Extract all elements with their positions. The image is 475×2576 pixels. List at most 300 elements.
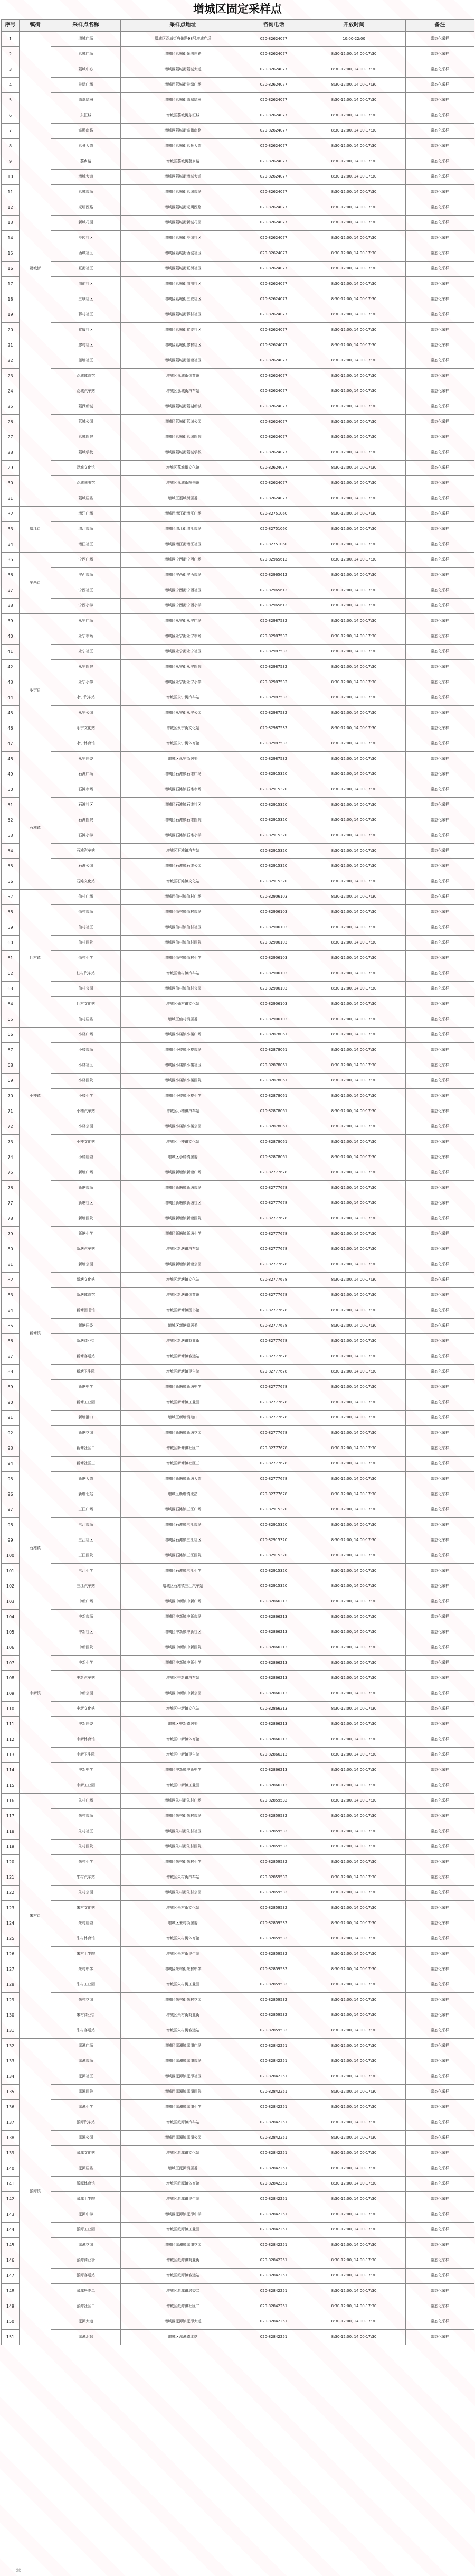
cell-phone: 020-82866213 [245,1732,302,1748]
cell-remark: 常态化采样 [406,936,474,951]
cell-open-hours: 8:30-12:00, 14:00-17:30 [302,1165,406,1181]
table-row [2,1380,474,1395]
cell-phone: 020-82906103 [245,982,302,997]
cell-remark: 常态化采样 [406,1334,474,1349]
cell-index: 18 [2,292,20,307]
cell-index: 108 [2,1671,20,1686]
cell-point-name: 小楼医院 [51,1074,121,1089]
cell-remark: 常态化采样 [406,2284,474,2299]
cell-open-hours: 8:30-12:00, 14:00-17:30 [302,583,406,599]
cell-point-address: 增城区派潭镇派潭小学 [121,2100,245,2115]
cell-point-name: 派潭汽车站 [51,2115,121,2131]
cell-point-address: 增城区朱村街朱村小学 [121,1855,245,1870]
cell-point-address: 增城区增江街增江广场 [121,507,245,522]
cell-index: 86 [2,1334,20,1349]
cell-remark: 常态化采样 [406,1150,474,1165]
cell-remark: 常态化采样 [406,1548,474,1564]
cell-phone: 020-82965612 [245,583,302,599]
cell-point-address: 增城区荔城街图书馆 [121,476,245,491]
cell-point-name: 小楼文化站 [51,1135,121,1150]
cell-point-address: 增城区中新镇中新医院 [121,1640,245,1656]
cell-point-address: 增城区荔城街体育馆 [121,369,245,384]
cell-phone: 020-82878061 [245,1074,302,1089]
cell-point-name: 朱村居委 [51,1916,121,1931]
cell-phone: 020-82624077 [245,93,302,108]
cell-point-address: 增城区新塘镇文化站 [121,1273,245,1288]
cell-open-hours: 8:30-12:00, 14:00-17:30 [302,2146,406,2161]
cell-index: 47 [2,736,20,752]
cell-point-name: 中新居委 [51,1717,121,1732]
cell-point-address: 增城区小楼镇居委 [121,1150,245,1165]
cell-point-name: 新塘市场 [51,1181,121,1196]
cell-phone: 020-82906103 [245,997,302,1012]
table-row [2,1288,474,1303]
cell-remark: 常态化采样 [406,1916,474,1931]
cell-remark: 常态化采样 [406,553,474,568]
cell-point-address: 增城区新塘镇新塘广场 [121,1165,245,1181]
cell-phone: 020-82777678 [245,1165,302,1181]
cell-point-name: 永宁体育馆 [51,736,121,752]
cell-phone: 020-82842251 [245,2299,302,2314]
table-row [2,997,474,1012]
cell-remark: 常态化采样 [406,997,474,1012]
cell-index: 96 [2,1487,20,1502]
cell-point-address: 增城区朱村街朱村广场 [121,1794,245,1809]
cell-phone: 020-82987532 [245,706,302,721]
cell-point-name: 派潭商业街 [51,2253,121,2269]
cell-open-hours: 8:30-12:00, 14:00-17:30 [302,1702,406,1717]
cell-phone: 020-82842251 [245,2161,302,2177]
cell-open-hours: 8:30-12:00, 14:00-17:30 [302,1365,406,1380]
cell-open-hours: 8:30-12:00, 14:00-17:30 [302,2039,406,2054]
cell-point-address: 增城区石滩镇三江广场 [121,1502,245,1518]
table-row [2,2314,474,2330]
cell-open-hours: 8:30-12:00, 14:00-17:30 [302,1288,406,1303]
cell-index: 8 [2,139,20,154]
cell-index: 147 [2,2269,20,2284]
cell-point-name: 派潭社区二 [51,2299,121,2314]
cell-index: 70 [2,1089,20,1104]
cell-town: 仙村镇 [20,890,51,1028]
cell-index: 97 [2,1502,20,1518]
cell-phone: 020-82624077 [245,139,302,154]
cell-remark: 常态化采样 [406,2161,474,2177]
cell-point-name: 增城大道 [51,170,121,185]
cell-phone: 020-82859532 [245,1824,302,1840]
cell-remark: 常态化采样 [406,2023,474,2039]
cell-open-hours: 8:30-12:00, 14:00-17:30 [302,323,406,338]
table-row [2,1686,474,1702]
cell-index: 142 [2,2192,20,2207]
cell-phone: 020-82624077 [245,445,302,461]
cell-phone: 020-82915320 [245,1518,302,1533]
cell-open-hours: 8:30-12:00, 14:00-17:30 [302,966,406,982]
cell-phone: 020-82878061 [245,1104,302,1119]
cell-point-name: 增江广场 [51,507,121,522]
sampling-points-table [1,19,474,2345]
table-row [2,798,474,813]
cell-phone: 020-82624077 [245,369,302,384]
cell-index: 9 [2,154,20,170]
cell-point-name: 石滩小学 [51,828,121,844]
cell-point-name: 永宁文化站 [51,721,121,736]
cell-open-hours: 8:30-12:00, 14:00-17:30 [302,1319,406,1334]
cell-remark: 常态化采样 [406,1104,474,1119]
cell-open-hours: 8:30-12:00, 14:00-17:30 [302,2299,406,2314]
cell-open-hours: 8:30-12:00, 14:00-17:30 [302,537,406,553]
cell-phone: 020-82906103 [245,905,302,920]
cell-open-hours: 8:30-12:00, 14:00-17:30 [302,1472,406,1487]
cell-point-address: 增城区新塘镇新塘公园 [121,1257,245,1273]
cell-point-name: 石滩广场 [51,767,121,782]
cell-open-hours: 8:30-12:00, 14:00-17:30 [302,813,406,828]
table-row [2,1901,474,1916]
cell-index: 1 [2,32,20,47]
cell-point-name: 荔城居委 [51,491,121,507]
table-row [2,690,474,706]
header-point-address: 采样点地址 [121,20,245,32]
cell-point-name: 中新体育馆 [51,1732,121,1748]
cell-phone: 020-82987532 [245,660,302,675]
cell-point-address: 增城区派潭镇派潭花园 [121,2238,245,2253]
cell-point-address: 增城区中新镇工业园 [121,1778,245,1794]
cell-phone: 020-82987532 [245,690,302,706]
cell-phone: 020-82878061 [245,1089,302,1104]
cell-index: 121 [2,1870,20,1886]
cell-remark: 常态化采样 [406,690,474,706]
cell-remark: 常态化采样 [406,1227,474,1242]
table-row [2,369,474,384]
header-phone: 咨询电话 [245,20,302,32]
cell-open-hours: 8:30-12:00, 14:00-17:30 [302,2238,406,2253]
table-row [2,1962,474,1977]
cell-point-address: 增城区中新镇体育馆 [121,1732,245,1748]
cell-phone: 020-82777678 [245,1365,302,1380]
cell-point-address: 增城区派潭镇派潭中学 [121,2207,245,2223]
cell-point-address: 增城区荔城街光明西路 [121,200,245,216]
cell-remark: 常态化采样 [406,353,474,369]
table-row [2,599,474,614]
cell-phone: 020-82777678 [245,1380,302,1395]
cell-point-address: 增城区荔城街荔城学校 [121,445,245,461]
cell-open-hours: 8:30-12:00, 14:00-17:30 [302,415,406,430]
cell-point-name: 新塘工业园 [51,1395,121,1411]
cell-phone: 020-82987532 [245,752,302,767]
cell-point-name: 石滩文化站 [51,874,121,890]
cell-phone: 020-82624077 [245,246,302,262]
cell-point-name: 仙村市场 [51,905,121,920]
table-row [2,1012,474,1028]
cell-remark: 常态化采样 [406,277,474,292]
cell-phone: 020-82915320 [245,1564,302,1579]
cell-remark: 常态化采样 [406,874,474,890]
table-row [2,1074,474,1089]
cell-point-address: 增城区仙村镇仙村医院 [121,936,245,951]
table-row [2,2284,474,2299]
table-row [2,1610,474,1625]
cell-open-hours: 8:30-12:00, 14:00-17:30 [302,1778,406,1794]
cell-remark: 常态化采样 [406,2115,474,2131]
cell-remark: 常态化采样 [406,2100,474,2115]
cell-point-address: 增城区增江街增江市场 [121,522,245,537]
cell-index: 31 [2,491,20,507]
cell-open-hours: 8:30-12:00, 14:00-17:30 [302,905,406,920]
cell-phone: 020-82866213 [245,1640,302,1656]
cell-open-hours: 8:30-12:00, 14:00-17:30 [302,200,406,216]
cell-open-hours: 8:30-12:00, 14:00-17:30 [302,1886,406,1901]
cell-point-address: 增城区中新镇居委 [121,1717,245,1732]
cell-remark: 常态化采样 [406,629,474,645]
cell-phone: 020-82842251 [245,2253,302,2269]
cell-open-hours: 8:30-12:00, 14:00-17:30 [302,721,406,736]
cell-open-hours: 8:30-12:00, 14:00-17:30 [302,47,406,62]
cell-phone: 020-82842251 [245,2238,302,2253]
cell-point-name: 荔城公园 [51,415,121,430]
table-row [2,1518,474,1533]
cell-index: 127 [2,1962,20,1977]
cell-phone: 020-82878061 [245,1043,302,1058]
cell-remark: 常态化采样 [406,1273,474,1288]
cell-index: 50 [2,782,20,798]
cell-phone: 020-82859532 [245,1794,302,1809]
cell-phone: 020-82624077 [245,277,302,292]
table-row [2,920,474,936]
cell-point-name: 永宁公园 [51,706,121,721]
table-row [2,1395,474,1411]
cell-index: 120 [2,1855,20,1870]
table-row [2,170,474,185]
cell-phone: 020-82915320 [245,767,302,782]
table-row [2,2161,474,2177]
cell-point-name: 派潭居委 [51,2161,121,2177]
cell-point-address: 增城区小楼镇小楼小学 [121,1089,245,1104]
cell-point-name: 新塘小学 [51,1227,121,1242]
header-remark: 备注 [406,20,474,32]
table-row [2,1824,474,1840]
cell-remark: 常态化采样 [406,1303,474,1319]
cell-open-hours: 8:30-12:00, 14:00-17:30 [302,2085,406,2100]
cell-point-name: 派潭花园 [51,2238,121,2253]
cell-open-hours: 8:30-12:00, 14:00-17:30 [302,1089,406,1104]
cell-remark: 常态化采样 [406,1886,474,1901]
cell-point-address: 增城区新塘镇工业园 [121,1395,245,1411]
cell-open-hours: 8:30-12:00, 14:00-17:30 [302,1150,406,1165]
cell-open-hours: 8:30-12:00, 14:00-17:30 [302,353,406,369]
cell-point-address: 增城区派潭镇客运站 [121,2269,245,2284]
cell-index: 78 [2,1211,20,1227]
cell-remark: 常态化采样 [406,1411,474,1426]
cell-phone: 020-82915320 [245,782,302,798]
table-row [2,1717,474,1732]
cell-open-hours: 8:30-12:00, 14:00-17:30 [302,2314,406,2330]
cell-index: 24 [2,384,20,399]
cell-point-address: 增城区仙村镇仙村市场 [121,905,245,920]
table-row [2,1441,474,1457]
cell-index: 125 [2,1931,20,1947]
cell-open-hours: 8:30-12:00, 14:00-17:30 [302,1028,406,1043]
table-row [2,476,474,491]
cell-point-address: 增城区中新镇汽车站 [121,1671,245,1686]
cell-index: 7 [2,124,20,139]
cell-point-address: 增城区石滩镇石滩医院 [121,813,245,828]
cell-index: 23 [2,369,20,384]
cell-index: 99 [2,1533,20,1548]
table-row [2,1916,474,1931]
cell-phone: 020-82624077 [245,292,302,307]
cell-point-name: 荔城文化馆 [51,461,121,476]
cell-remark: 常态化采样 [406,2008,474,2023]
cell-index: 32 [2,507,20,522]
cell-point-address: 增城区派潭镇社区二 [121,2299,245,2314]
cell-remark: 常态化采样 [406,1472,474,1487]
table-row [2,1977,474,1993]
cell-point-address: 增城区石滩镇石滩公园 [121,859,245,874]
cell-phone: 020-82624077 [245,415,302,430]
cell-open-hours: 8:30-12:00, 14:00-17:30 [302,997,406,1012]
cell-point-address: 增城区派潭镇派潭广场 [121,2039,245,2054]
cell-point-name: 荔城中心 [51,62,121,78]
cell-point-name: 新塘居委 [51,1319,121,1334]
cell-remark: 常态化采样 [406,415,474,430]
cell-point-name: 小楼市场 [51,1043,121,1058]
cell-phone: 020-82915320 [245,1579,302,1594]
cell-index: 54 [2,844,20,859]
cell-remark: 常态化采样 [406,2207,474,2223]
cell-phone: 020-82777678 [245,1487,302,1502]
table-row [2,2207,474,2223]
cell-point-address: 增城区石滩镇文化站 [121,874,245,890]
cell-point-name: 荔城图书馆 [51,476,121,491]
cell-point-name: 挂绿广场 [51,78,121,93]
cell-remark: 常态化采样 [406,1012,474,1028]
cell-town: 朱村街 [20,1794,51,2039]
cell-point-name: 仙村文化站 [51,997,121,1012]
cell-point-address: 增城区荔城街居委 [121,491,245,507]
cell-phone: 020-82624077 [245,323,302,338]
table-row [2,1794,474,1809]
table-row [2,1748,474,1763]
cell-point-address: 增城区仙村镇仙村小学 [121,951,245,966]
cell-point-address: 增城区派潭镇商业街 [121,2253,245,2269]
cell-point-address: 增城区石滩镇汽车站 [121,844,245,859]
cell-point-address: 增城区石滩镇石滩广场 [121,767,245,782]
cell-phone: 020-82777678 [245,1242,302,1257]
cell-point-name: 新塘社区三 [51,1457,121,1472]
cell-remark: 常态化采样 [406,1502,474,1518]
table-row [2,154,474,170]
cell-phone: 020-82624077 [245,47,302,62]
cell-point-name: 仙村小学 [51,951,121,966]
cell-open-hours: 8:30-12:00, 14:00-17:30 [302,1809,406,1824]
cell-remark: 常态化采样 [406,1426,474,1441]
table-row [2,2299,474,2314]
table-row [2,1840,474,1855]
cell-phone: 020-82751060 [245,522,302,537]
cell-point-address: 增城区新塘镇新塘市场 [121,1181,245,1196]
table-row [2,1763,474,1778]
cell-index: 16 [2,262,20,277]
cell-remark: 常态化采样 [406,1824,474,1840]
cell-open-hours: 8:30-12:00, 14:00-17:30 [302,890,406,905]
cell-point-name: 中新广场 [51,1594,121,1610]
cell-phone: 020-82842251 [245,2131,302,2146]
cell-point-name: 派潭大道 [51,2314,121,2330]
cell-open-hours: 8:30-12:00, 14:00-17:30 [302,568,406,583]
table-row [2,583,474,599]
table-row [2,905,474,920]
cell-remark: 常态化采样 [406,491,474,507]
cell-remark: 常态化采样 [406,47,474,62]
cell-index: 5 [2,93,20,108]
cell-town: 荔城街 [20,32,51,507]
cell-index: 113 [2,1748,20,1763]
cell-remark: 常态化采样 [406,1840,474,1855]
cell-remark: 常态化采样 [406,2299,474,2314]
cell-remark: 常态化采样 [406,1977,474,1993]
cell-open-hours: 8:30-12:00, 14:00-17:30 [302,338,406,353]
table-row [2,1028,474,1043]
cell-open-hours: 8:30-12:00, 14:00-17:30 [302,1303,406,1319]
cell-index: 44 [2,690,20,706]
cell-index: 49 [2,767,20,782]
cell-open-hours: 8:30-12:00, 14:00-17:30 [302,1640,406,1656]
cell-open-hours: 8:30-12:00, 14:00-17:30 [302,1441,406,1457]
cell-point-address: 增城区派潭镇居委二 [121,2284,245,2299]
cell-index: 131 [2,2023,20,2039]
cell-remark: 常态化采样 [406,476,474,491]
cell-remark: 常态化采样 [406,1748,474,1763]
cell-point-name: 派潭体育馆 [51,2177,121,2192]
cell-point-address: 增城区中新镇中新广场 [121,1594,245,1610]
cell-point-address: 增城区中新镇中新市场 [121,1610,245,1625]
table-row [2,2039,474,2054]
cell-index: 42 [2,660,20,675]
cell-phone: 020-82987532 [245,614,302,629]
cell-open-hours: 8:30-12:00, 14:00-17:30 [302,154,406,170]
cell-remark: 常态化采样 [406,522,474,537]
cell-remark: 常态化采样 [406,1380,474,1395]
cell-phone: 020-82624077 [245,32,302,47]
cell-point-address: 增城区石滩镇石滩社区 [121,798,245,813]
cell-open-hours: 8:30-12:00, 14:00-17:30 [302,1395,406,1411]
cell-index: 129 [2,1993,20,2008]
cell-point-address: 增城区石滩镇石滩市场 [121,782,245,798]
cell-point-address: 增城区仙村镇文化站 [121,997,245,1012]
cell-remark: 常态化采样 [406,1441,474,1457]
cell-index: 66 [2,1028,20,1043]
cell-phone: 020-82624077 [245,384,302,399]
cell-point-name: 宁西广场 [51,553,121,568]
cell-index: 116 [2,1794,20,1809]
table-row [2,2008,474,2023]
table-row [2,1411,474,1426]
cell-point-name: 三江市场 [51,1518,121,1533]
cell-index: 138 [2,2131,20,2146]
cell-index: 144 [2,2223,20,2238]
cell-point-name: 仙村公园 [51,982,121,997]
cell-open-hours: 8:30-12:00, 14:00-17:30 [302,292,406,307]
cell-point-address: 增城区新塘镇客运站 [121,1349,245,1365]
cell-index: 95 [2,1472,20,1487]
table-row [2,491,474,507]
cell-remark: 常态化采样 [406,2192,474,2207]
cell-phone: 020-82906103 [245,890,302,905]
cell-phone: 020-82866213 [245,1763,302,1778]
cell-town: 增江街 [20,507,51,553]
table-row [2,1334,474,1349]
table-row [2,752,474,767]
cell-phone: 020-82859532 [245,1993,302,2008]
